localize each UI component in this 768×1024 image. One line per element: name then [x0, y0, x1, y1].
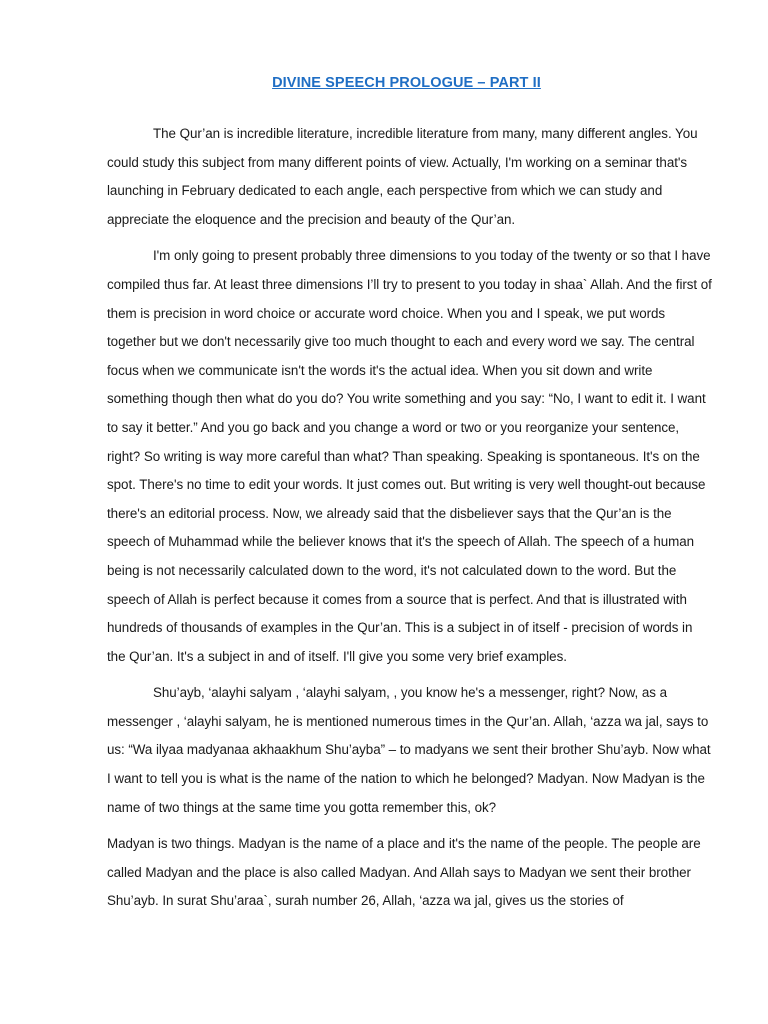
paragraph-1: The Qur’an is incredible literature, incredible literature from many, many different angles. You could study this subject from many different points of view. Actually, I'm working on a seminar that's launching in February dedicated to each angle, each perspective from which we can study and appreciate the eloquence and the precision and beauty of the Qur’an.: [107, 126, 698, 227]
document-title: DIVINE SPEECH PROLOGUE – PART II: [272, 75, 541, 91]
paragraph-2: I'm only going to present probably three dimensions to you today of the twenty or so that I have compiled thus far. At least three dimensions I’ll try to present to you today in shaa` Allah. And the first of them is precision in word choice or accurate word choice. When you and I speak, we put words together but we don't necessarily give too much thought to each and every word we say. The central focus when we communicate isn't the words it's the actual idea. When you sit down and write something though then what do you do? You write something and you say: “No, I want to edit it. I want to say it better.” And you go back and you change a word or two or you reorganize your sentence, right? So writing is way more careful than what? Than speaking. Speaking is spontaneous. It's on the spot. There's no time to edit your words. It just comes out. But writing is very well thought-out because there's an editorial process. Now, we already said that the disbeliever says that the Qur’an is the speech of Muhammad while the believer knows that it's the speech of Allah. The speech of a human being is not necessarily calculated down to the word, it's not calculated down to the word. But the speech of Allah is perfect because it comes from a source that is perfect. And that is illustrated with hundreds of thousands of examples in the Qur’an. This is a subject in of itself - precision of words in the Qur’an. It's a subject in and of itself. I'll give you some very brief examples.: [107, 248, 712, 664]
paragraph-4: Madyan is two things. Madyan is the name of a place and it's the name of the people. The people are called Madyan and the place is also called Madyan. And Allah says to Madyan we sent their brother Shu’ayb. In surat Shu’araa`, surah number 26, Allah, ‘azza wa jal, gives us the stories of: [107, 836, 701, 909]
paragraph-3: Shu’ayb, ‘alayhi salyam , ‘alayhi salyam, , you know he's a messenger, right? Now, as a messenger , ‘alayhi salyam, he is mentioned numerous times in the Qur’an. Allah, ‘azza wa jal, says to us: “Wa ilyaa madyanaa akhaakhum Shu’ayba” – to madyans we sent their brother Shu’ayb. Now what I want to tell you is what is the name of the nation to which he belonged? Madyan. Now Madyan is the name of two things at the same time you gotta remember this, ok?: [107, 685, 711, 815]
